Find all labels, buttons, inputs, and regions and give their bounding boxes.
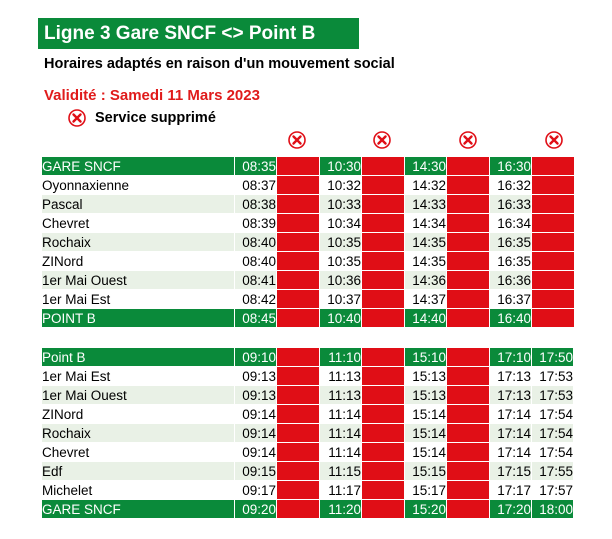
cancelled-x-icon (373, 131, 391, 149)
departure-time: 11:14 (320, 405, 362, 424)
cancelled-slot (362, 405, 405, 424)
stop-name: ZINord (42, 252, 235, 271)
departure-time: 11:13 (320, 367, 362, 386)
departure-time: 14:34 (405, 214, 447, 233)
departure-time: 15:14 (405, 443, 447, 462)
table-row (42, 424, 574, 443)
cancelled-slot (362, 462, 405, 481)
departure-time: 10:34 (320, 214, 362, 233)
departure-time: 09:10 (235, 348, 277, 367)
cancelled-slot (447, 195, 490, 214)
departure-time: 08:39 (235, 214, 277, 233)
departure-time: 15:15 (405, 462, 447, 481)
departure-time: 17:55 (532, 462, 574, 481)
cancelled-x-icon (288, 131, 306, 149)
legend (68, 107, 216, 129)
cancelled-slot (362, 233, 405, 252)
departure-time: 17:54 (532, 405, 574, 424)
cancelled-slot (277, 462, 320, 481)
departure-time: 16:40 (490, 309, 532, 328)
cancelled-slot (277, 424, 320, 443)
cancelled-slot (532, 195, 575, 214)
departure-time: 15:20 (405, 500, 447, 519)
departure-time: 17:54 (532, 443, 574, 462)
departure-time: 16:37 (490, 290, 532, 309)
cancelled-slot (277, 443, 320, 462)
cancelled-slot (447, 367, 490, 386)
cancelled-slot (447, 290, 490, 309)
departure-time: 16:35 (490, 233, 532, 252)
table-row (42, 348, 574, 367)
departure-time: 09:13 (235, 386, 277, 405)
stop-name: Chevret (42, 214, 235, 233)
departure-time: 17:14 (490, 443, 532, 462)
cancelled-slot (277, 386, 320, 405)
departure-time: 16:34 (490, 214, 532, 233)
cancelled-slot (447, 443, 490, 462)
departure-time: 15:14 (405, 424, 447, 443)
departure-time: 16:35 (490, 252, 532, 271)
cancelled-slot (362, 443, 405, 462)
departure-time: 14:36 (405, 271, 447, 290)
departure-time: 17:14 (490, 424, 532, 443)
departure-time: 17:13 (490, 386, 532, 405)
departure-time: 11:14 (320, 443, 362, 462)
cancelled-slot (362, 386, 405, 405)
departure-time: 09:14 (235, 405, 277, 424)
cancelled-slot (362, 367, 405, 386)
departure-time: 08:45 (235, 309, 277, 328)
cancelled-slot (532, 233, 575, 252)
cancelled-slot (277, 405, 320, 424)
departure-time: 10:36 (320, 271, 362, 290)
departure-time: 15:14 (405, 405, 447, 424)
cancelled-slot (447, 309, 490, 328)
departure-time: 17:53 (532, 367, 574, 386)
stop-name: Point B (42, 348, 235, 367)
cancelled-slot (277, 252, 320, 271)
cancelled-slot (532, 309, 575, 328)
legend-label: Service supprimé (95, 110, 216, 126)
table-row (42, 462, 574, 481)
stop-name: POINT B (42, 309, 235, 328)
stop-name: 1er Mai Ouest (42, 271, 235, 290)
cancelled-slot (277, 481, 320, 500)
departure-time: 14:30 (405, 157, 447, 176)
departure-time: 08:41 (235, 271, 277, 290)
cancelled-slot (447, 176, 490, 195)
stop-name: Rochaix (42, 424, 235, 443)
table-row (42, 271, 575, 290)
departure-time: 08:38 (235, 195, 277, 214)
stop-name: Edf (42, 462, 235, 481)
departure-time: 09:13 (235, 367, 277, 386)
cancelled-slot (362, 195, 405, 214)
cancelled-slot (362, 214, 405, 233)
departure-time: 14:37 (405, 290, 447, 309)
cancelled-slot (277, 271, 320, 290)
departure-time: 09:20 (235, 500, 277, 519)
cancelled-slot (532, 176, 575, 195)
table-row (42, 195, 575, 214)
departure-time: 17:53 (532, 386, 574, 405)
table-row (42, 500, 574, 519)
stop-name: Michelet (42, 481, 235, 500)
cancelled-slot (277, 290, 320, 309)
cancelled-slot (447, 386, 490, 405)
cancelled-x-icon (459, 131, 477, 149)
outbound-timetable (41, 156, 575, 328)
departure-time: 11:10 (320, 348, 362, 367)
subtitle: Horaires adaptés en raison d'un mouvement social (44, 56, 395, 72)
page-title: Ligne 3 Gare SNCF <> Point B (38, 18, 359, 49)
cancelled-slot (532, 214, 575, 233)
departure-time: 11:17 (320, 481, 362, 500)
cancelled-slot (447, 157, 490, 176)
cancelled-slot (447, 424, 490, 443)
departure-time: 17:10 (490, 348, 532, 367)
table-row (42, 157, 575, 176)
cancelled-slot (447, 252, 490, 271)
cancelled-slot (532, 290, 575, 309)
stop-name: Chevret (42, 443, 235, 462)
departure-time: 16:33 (490, 195, 532, 214)
cancelled-slot (277, 157, 320, 176)
departure-time: 17:15 (490, 462, 532, 481)
cancelled-slot (362, 290, 405, 309)
table-row (42, 214, 575, 233)
cancelled-slot (447, 271, 490, 290)
departure-time: 14:32 (405, 176, 447, 195)
departure-time: 14:40 (405, 309, 447, 328)
departure-time: 11:14 (320, 424, 362, 443)
table-row (42, 252, 575, 271)
departure-time: 14:35 (405, 252, 447, 271)
table-row (42, 481, 574, 500)
departure-time: 17:54 (532, 424, 574, 443)
stop-name: 1er Mai Ouest (42, 386, 235, 405)
stop-name: ZINord (42, 405, 235, 424)
departure-time: 08:42 (235, 290, 277, 309)
cancelled-slot (532, 252, 575, 271)
stop-name: GARE SNCF (42, 500, 235, 519)
departure-time: 17:13 (490, 367, 532, 386)
departure-time: 10:35 (320, 252, 362, 271)
departure-time: 09:14 (235, 443, 277, 462)
table-row (42, 309, 575, 328)
departure-time: 11:13 (320, 386, 362, 405)
cancelled-slot (447, 481, 490, 500)
cancelled-slot (362, 500, 405, 519)
cancelled-x-icon (545, 131, 563, 149)
departure-time: 15:13 (405, 386, 447, 405)
cancelled-slot (447, 348, 490, 367)
departure-time: 18:00 (532, 500, 574, 519)
departure-time: 08:40 (235, 233, 277, 252)
cancelled-slot (277, 500, 320, 519)
departure-time: 16:36 (490, 271, 532, 290)
cancelled-slot (532, 271, 575, 290)
departure-time: 17:17 (490, 481, 532, 500)
departure-time: 11:15 (320, 462, 362, 481)
departure-time: 08:35 (235, 157, 277, 176)
table-row (42, 386, 574, 405)
cancelled-slot (277, 367, 320, 386)
departure-time: 09:15 (235, 462, 277, 481)
stop-name: GARE SNCF (42, 157, 235, 176)
departure-time: 10:33 (320, 195, 362, 214)
cancelled-slot (362, 309, 405, 328)
departure-time: 09:14 (235, 424, 277, 443)
cancelled-slot (532, 157, 575, 176)
departure-time: 08:40 (235, 252, 277, 271)
cancelled-slot (362, 348, 405, 367)
cancelled-slot (362, 157, 405, 176)
stop-name: Rochaix (42, 233, 235, 252)
table-row (42, 443, 574, 462)
departure-time: 17:50 (532, 348, 574, 367)
departure-time: 15:17 (405, 481, 447, 500)
stop-name: 1er Mai Est (42, 290, 235, 309)
cancelled-slot (362, 481, 405, 500)
table-row (42, 176, 575, 195)
departure-time: 10:30 (320, 157, 362, 176)
departure-time: 10:40 (320, 309, 362, 328)
cancelled-slot (277, 233, 320, 252)
departure-time: 10:37 (320, 290, 362, 309)
inbound-timetable (41, 347, 574, 519)
cancelled-slot (277, 348, 320, 367)
table-row (42, 367, 574, 386)
cancelled-x-icon (68, 109, 86, 127)
cancelled-slot (447, 462, 490, 481)
cancelled-slot (277, 176, 320, 195)
cancelled-slot (447, 500, 490, 519)
stop-name: 1er Mai Est (42, 367, 235, 386)
table-row (42, 233, 575, 252)
departure-time: 15:13 (405, 367, 447, 386)
departure-time: 16:32 (490, 176, 532, 195)
cancelled-slot (277, 195, 320, 214)
departure-time: 17:57 (532, 481, 574, 500)
cancelled-slot (362, 424, 405, 443)
departure-time: 10:35 (320, 233, 362, 252)
cancelled-slot (362, 271, 405, 290)
departure-time: 11:20 (320, 500, 362, 519)
departure-time: 14:35 (405, 233, 447, 252)
departure-time: 08:37 (235, 176, 277, 195)
cancelled-slot (277, 214, 320, 233)
stop-name: Pascal (42, 195, 235, 214)
table-row (42, 405, 574, 424)
departure-time: 16:30 (490, 157, 532, 176)
cancelled-slot (362, 176, 405, 195)
cancelled-slot (447, 214, 490, 233)
cancelled-slot (447, 405, 490, 424)
departure-time: 17:14 (490, 405, 532, 424)
departure-time: 10:32 (320, 176, 362, 195)
stop-name: Oyonnaxienne (42, 176, 235, 195)
cancelled-slot (277, 309, 320, 328)
departure-time: 09:17 (235, 481, 277, 500)
table-row (42, 290, 575, 309)
departure-time: 15:10 (405, 348, 447, 367)
validity-date: Validité : Samedi 11 Mars 2023 (44, 87, 260, 104)
departure-time: 17:20 (490, 500, 532, 519)
cancelled-slot (447, 233, 490, 252)
departure-time: 14:33 (405, 195, 447, 214)
cancelled-slot (362, 252, 405, 271)
